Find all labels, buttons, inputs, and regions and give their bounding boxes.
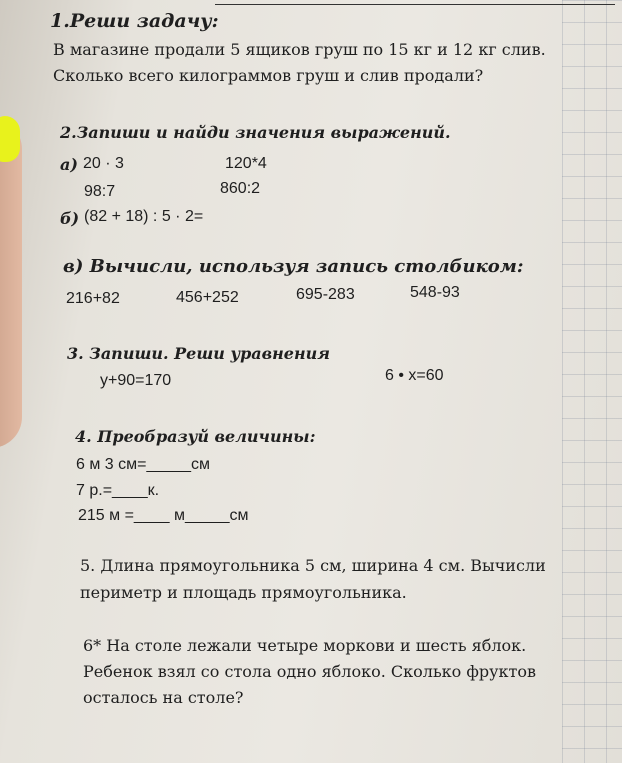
task6-line1: 6* На столе лежали четыре моркови и шесть яблок. xyxy=(83,636,527,655)
task2-a-label: а) xyxy=(60,155,78,174)
conversion-1: 6 м 3 см=_____см xyxy=(76,456,210,473)
column-ex-1: 216+82 xyxy=(66,290,120,307)
grid-paper-edge xyxy=(562,0,622,763)
task2v-heading: в) Вычисли, используя запись столбиком: xyxy=(63,256,524,277)
conversion-3: 215 м =____ м_____см xyxy=(78,507,249,524)
task5-line1: 5. Длина прямоугольника 5 см, ширина 4 см. Вычисли xyxy=(80,556,546,575)
column-ex-2: 456+252 xyxy=(176,289,239,306)
expr-a2: 120*4 xyxy=(225,155,267,172)
task3-heading: 3. Запиши. Реши уравнения xyxy=(67,344,330,363)
task2-heading: 2.Запиши и найди значения выражений. xyxy=(60,123,451,142)
task6-line2: Ребенок взял со стола одно яблоко. Сколько фруктов xyxy=(83,662,537,681)
equation-1: у+90=170 xyxy=(100,372,172,389)
expr-b1: (82 + 18) : 5 · 2= xyxy=(84,208,204,225)
expr-a4: 860:2 xyxy=(220,180,261,197)
column-ex-3: 695-283 xyxy=(296,286,355,303)
task1-heading: 1.Реши задачу: xyxy=(50,10,219,32)
expr-a1: 20 · 3 xyxy=(83,155,124,172)
column-ex-4: 548-93 xyxy=(410,284,460,301)
finger xyxy=(0,118,22,448)
equation-2: 6 • х=60 xyxy=(385,367,444,384)
task5-line2: периметр и площадь прямоугольника. xyxy=(80,583,407,602)
task1-line2: Сколько всего килограммов груш и слив продали? xyxy=(53,66,484,85)
fingernail xyxy=(0,116,20,162)
task4-heading: 4. Преобразуй величины: xyxy=(75,427,316,446)
expr-a3: 98:7 xyxy=(84,183,116,200)
task6-line3: осталось на столе? xyxy=(83,688,244,707)
task1-line1: В магазине продали 5 ящиков груш по 15 кг и 12 кг слив. xyxy=(53,40,546,59)
task2-b-label: б) xyxy=(60,209,80,228)
name-line xyxy=(215,4,615,5)
conversion-2: 7 р.=____к. xyxy=(76,482,160,499)
